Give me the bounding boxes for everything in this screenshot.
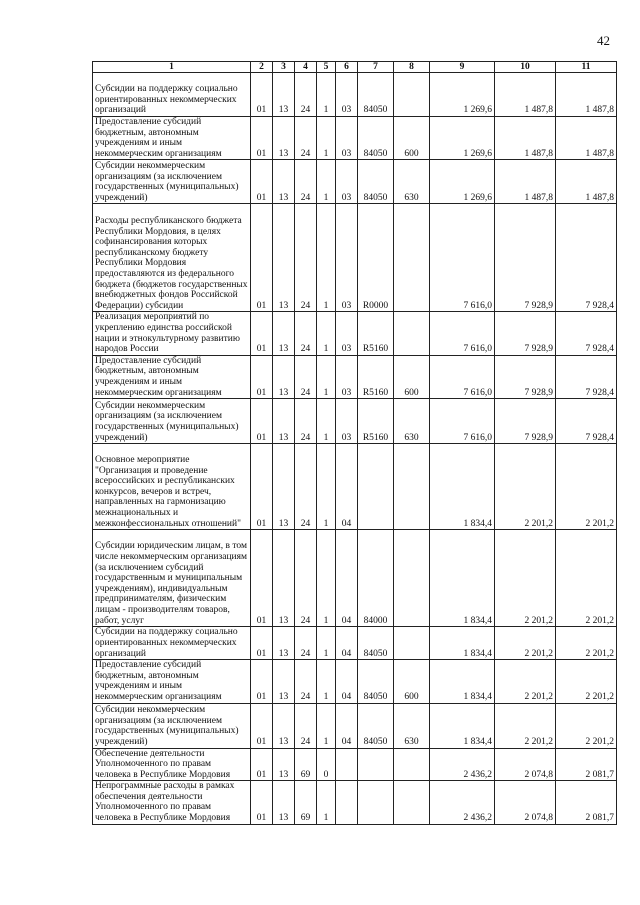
program-code: 24 [295, 160, 317, 204]
table-row [93, 204, 617, 312]
value-col-9: 1 269,6 [430, 73, 495, 117]
event-code [336, 748, 358, 781]
value-col-11: 7 928,4 [556, 312, 617, 355]
subprogram-code: 1 [317, 444, 336, 530]
table-row [93, 312, 617, 355]
direction-code: R5160 [358, 355, 394, 398]
row-label: Основное мероприятие "Организация и проведение всероссийских и республиканских конкурсов, вечеров и встреч, направленных на гармонизацию межнациональных и межконфессиональных отношений" [93, 444, 251, 530]
section-code: 01 [251, 160, 273, 204]
row-label: Реализация мероприятий по укреплению единства российской нации и этнокультурному развитию народов России [93, 312, 251, 355]
column-header: 8 [394, 62, 430, 73]
column-header: 10 [495, 62, 556, 73]
subprogram-code: 1 [317, 355, 336, 398]
row-label: Предоставление субсидий бюджетным, автономным учреждениям и иным некоммерческим организациям [93, 117, 251, 160]
column-header: 4 [295, 62, 317, 73]
budget-table [92, 61, 617, 825]
subsection-code: 13 [273, 703, 295, 748]
page-number: 42 [597, 33, 610, 48]
value-col-10: 2 074,8 [495, 781, 556, 824]
section-code: 01 [251, 355, 273, 398]
event-code: 03 [336, 399, 358, 444]
program-code: 24 [295, 627, 317, 660]
subsection-code: 13 [273, 73, 295, 117]
column-number-row [93, 62, 617, 73]
program-code: 24 [295, 444, 317, 530]
program-code: 24 [295, 117, 317, 160]
subprogram-code: 1 [317, 204, 336, 312]
column-header: 3 [273, 62, 295, 73]
subsection-code: 13 [273, 627, 295, 660]
program-code: 69 [295, 748, 317, 781]
row-label: Предоставление субсидий бюджетным, автономным учреждениям и иным некоммерческим организациям [93, 355, 251, 398]
expense-type-code: 630 [394, 703, 430, 748]
event-code: 04 [336, 444, 358, 530]
row-label: Расходы республиканского бюджета Республики Мордовия, в целях софинансирования которых республиканскому бюджету Республики Мордовия предоставляются из федерального бюджета (бюджетов государственных внебюджетных фондов Российской Федерации) субсидии [93, 204, 251, 312]
expense-type-code [394, 312, 430, 355]
subprogram-code: 1 [317, 399, 336, 444]
expense-type-code: 630 [394, 399, 430, 444]
event-code [336, 781, 358, 824]
subsection-code: 13 [273, 444, 295, 530]
value-col-9: 1 269,6 [430, 160, 495, 204]
value-col-11: 1 487,8 [556, 160, 617, 204]
subprogram-code: 1 [317, 160, 336, 204]
subprogram-code: 1 [317, 312, 336, 355]
direction-code: 84000 [358, 530, 394, 627]
direction-code: 84050 [358, 73, 394, 117]
value-col-10: 2 074,8 [495, 748, 556, 781]
table-row [93, 748, 617, 781]
event-code: 04 [336, 703, 358, 748]
value-col-11: 2 201,2 [556, 703, 617, 748]
value-col-10: 2 201,2 [495, 627, 556, 660]
event-code: 03 [336, 312, 358, 355]
expense-type-code [394, 748, 430, 781]
section-code: 01 [251, 703, 273, 748]
program-code: 24 [295, 73, 317, 117]
table-row [93, 627, 617, 660]
subprogram-code: 1 [317, 73, 336, 117]
section-code: 01 [251, 204, 273, 312]
value-col-11: 7 928,4 [556, 355, 617, 398]
table-row [93, 160, 617, 204]
event-code: 04 [336, 530, 358, 627]
column-header: 6 [336, 62, 358, 73]
table-row [93, 781, 617, 824]
value-col-10: 2 201,2 [495, 530, 556, 627]
direction-code: 84050 [358, 627, 394, 660]
row-label: Субсидии на поддержку социально ориентированных некоммерческих организаций [93, 73, 251, 117]
program-code: 24 [295, 204, 317, 312]
direction-code: 84050 [358, 660, 394, 703]
value-col-10: 2 201,2 [495, 703, 556, 748]
direction-code: 84050 [358, 703, 394, 748]
section-code: 01 [251, 444, 273, 530]
section-code: 01 [251, 781, 273, 824]
value-col-11: 2 201,2 [556, 660, 617, 703]
value-col-11: 2 201,2 [556, 444, 617, 530]
section-code: 01 [251, 399, 273, 444]
direction-code: R0000 [358, 204, 394, 312]
value-col-9: 7 616,0 [430, 399, 495, 444]
subsection-code: 13 [273, 117, 295, 160]
value-col-10: 7 928,9 [495, 399, 556, 444]
row-label: Субсидии некоммерческим организациям (за исключением государственных (муниципальных) учреждений) [93, 703, 251, 748]
direction-code: R5160 [358, 399, 394, 444]
program-code: 24 [295, 399, 317, 444]
table-row [93, 355, 617, 398]
expense-type-code [394, 444, 430, 530]
row-label: Субсидии юридическим лицам, в том числе некоммерческим организациям (за исключением субсидий государственным и муниципальным учреждениям), индивидуальным предпринимателям, физическим лицам - производителям товаров, работ, услуг [93, 530, 251, 627]
value-col-11: 2 081,7 [556, 748, 617, 781]
expense-type-code [394, 627, 430, 660]
expense-type-code [394, 781, 430, 824]
program-code: 24 [295, 355, 317, 398]
expense-type-code: 600 [394, 660, 430, 703]
value-col-10: 7 928,9 [495, 312, 556, 355]
value-col-10: 1 487,8 [495, 160, 556, 204]
value-col-9: 7 616,0 [430, 204, 495, 312]
section-code: 01 [251, 117, 273, 160]
value-col-11: 1 487,8 [556, 73, 617, 117]
subsection-code: 13 [273, 160, 295, 204]
value-col-9: 2 436,2 [430, 781, 495, 824]
expense-type-code: 600 [394, 117, 430, 160]
expense-type-code: 600 [394, 355, 430, 398]
column-header: 5 [317, 62, 336, 73]
value-col-9: 7 616,0 [430, 312, 495, 355]
direction-code: 84050 [358, 117, 394, 160]
program-code: 24 [295, 703, 317, 748]
event-code: 03 [336, 73, 358, 117]
table-row [93, 117, 617, 160]
table-row [93, 444, 617, 530]
subprogram-code: 0 [317, 748, 336, 781]
value-col-11: 7 928,4 [556, 399, 617, 444]
direction-code: R5160 [358, 312, 394, 355]
event-code: 04 [336, 660, 358, 703]
row-label: Субсидии на поддержку социально ориентированных некоммерческих организаций [93, 627, 251, 660]
value-col-9: 1 834,4 [430, 444, 495, 530]
value-col-10: 7 928,9 [495, 355, 556, 398]
program-code: 24 [295, 660, 317, 703]
subsection-code: 13 [273, 204, 295, 312]
column-header: 2 [251, 62, 273, 73]
value-col-10: 2 201,2 [495, 444, 556, 530]
table-row [93, 530, 617, 627]
program-code: 69 [295, 781, 317, 824]
event-code: 03 [336, 204, 358, 312]
event-code: 03 [336, 117, 358, 160]
value-col-9: 1 269,6 [430, 117, 495, 160]
value-col-9: 1 834,4 [430, 660, 495, 703]
value-col-10: 1 487,8 [495, 73, 556, 117]
value-col-10: 1 487,8 [495, 117, 556, 160]
expense-type-code: 630 [394, 160, 430, 204]
row-label: Непрограммные расходы в рамках обеспечения деятельности Уполномоченного по правам человека в Республике Мордовия [93, 781, 251, 824]
subprogram-code: 1 [317, 530, 336, 627]
column-header: 11 [556, 62, 617, 73]
value-col-9: 1 834,4 [430, 703, 495, 748]
event-code: 03 [336, 160, 358, 204]
table-row [93, 660, 617, 703]
column-header: 1 [93, 62, 251, 73]
table-row [93, 73, 617, 117]
direction-code: 84050 [358, 160, 394, 204]
value-col-9: 2 436,2 [430, 748, 495, 781]
expense-type-code [394, 204, 430, 312]
value-col-9: 7 616,0 [430, 355, 495, 398]
section-code: 01 [251, 627, 273, 660]
row-label: Обеспечение деятельности Уполномоченного по правам человека в Республике Мордовия [93, 748, 251, 781]
value-col-10: 7 928,9 [495, 204, 556, 312]
direction-code [358, 748, 394, 781]
section-code: 01 [251, 312, 273, 355]
direction-code [358, 781, 394, 824]
subprogram-code: 1 [317, 703, 336, 748]
event-code: 04 [336, 627, 358, 660]
table-row [93, 703, 617, 748]
subprogram-code: 1 [317, 117, 336, 160]
direction-code [358, 444, 394, 530]
value-col-11: 7 928,4 [556, 204, 617, 312]
subprogram-code: 1 [317, 660, 336, 703]
table-body [93, 73, 617, 825]
section-code: 01 [251, 73, 273, 117]
value-col-11: 1 487,8 [556, 117, 617, 160]
subsection-code: 13 [273, 312, 295, 355]
program-code: 24 [295, 530, 317, 627]
subprogram-code: 1 [317, 627, 336, 660]
subsection-code: 13 [273, 781, 295, 824]
column-header: 9 [430, 62, 495, 73]
table-row [93, 399, 617, 444]
subprogram-code: 1 [317, 781, 336, 824]
subsection-code: 13 [273, 399, 295, 444]
event-code: 03 [336, 355, 358, 398]
program-code: 24 [295, 312, 317, 355]
subsection-code: 13 [273, 355, 295, 398]
section-code: 01 [251, 748, 273, 781]
value-col-11: 2 201,2 [556, 530, 617, 627]
subsection-code: 13 [273, 748, 295, 781]
row-label: Субсидии некоммерческим организациям (за исключением государственных (муниципальных) учреждений) [93, 160, 251, 204]
value-col-9: 1 834,4 [430, 627, 495, 660]
value-col-9: 1 834,4 [430, 530, 495, 627]
subsection-code: 13 [273, 660, 295, 703]
row-label: Предоставление субсидий бюджетным, автономным учреждениям и иным некоммерческим организациям [93, 660, 251, 703]
value-col-11: 2 201,2 [556, 627, 617, 660]
value-col-11: 2 081,7 [556, 781, 617, 824]
expense-type-code [394, 530, 430, 627]
subsection-code: 13 [273, 530, 295, 627]
row-label: Субсидии некоммерческим организациям (за исключением государственных (муниципальных) учреждений) [93, 399, 251, 444]
section-code: 01 [251, 530, 273, 627]
value-col-10: 2 201,2 [495, 660, 556, 703]
section-code: 01 [251, 660, 273, 703]
column-header: 7 [358, 62, 394, 73]
expense-type-code [394, 73, 430, 117]
